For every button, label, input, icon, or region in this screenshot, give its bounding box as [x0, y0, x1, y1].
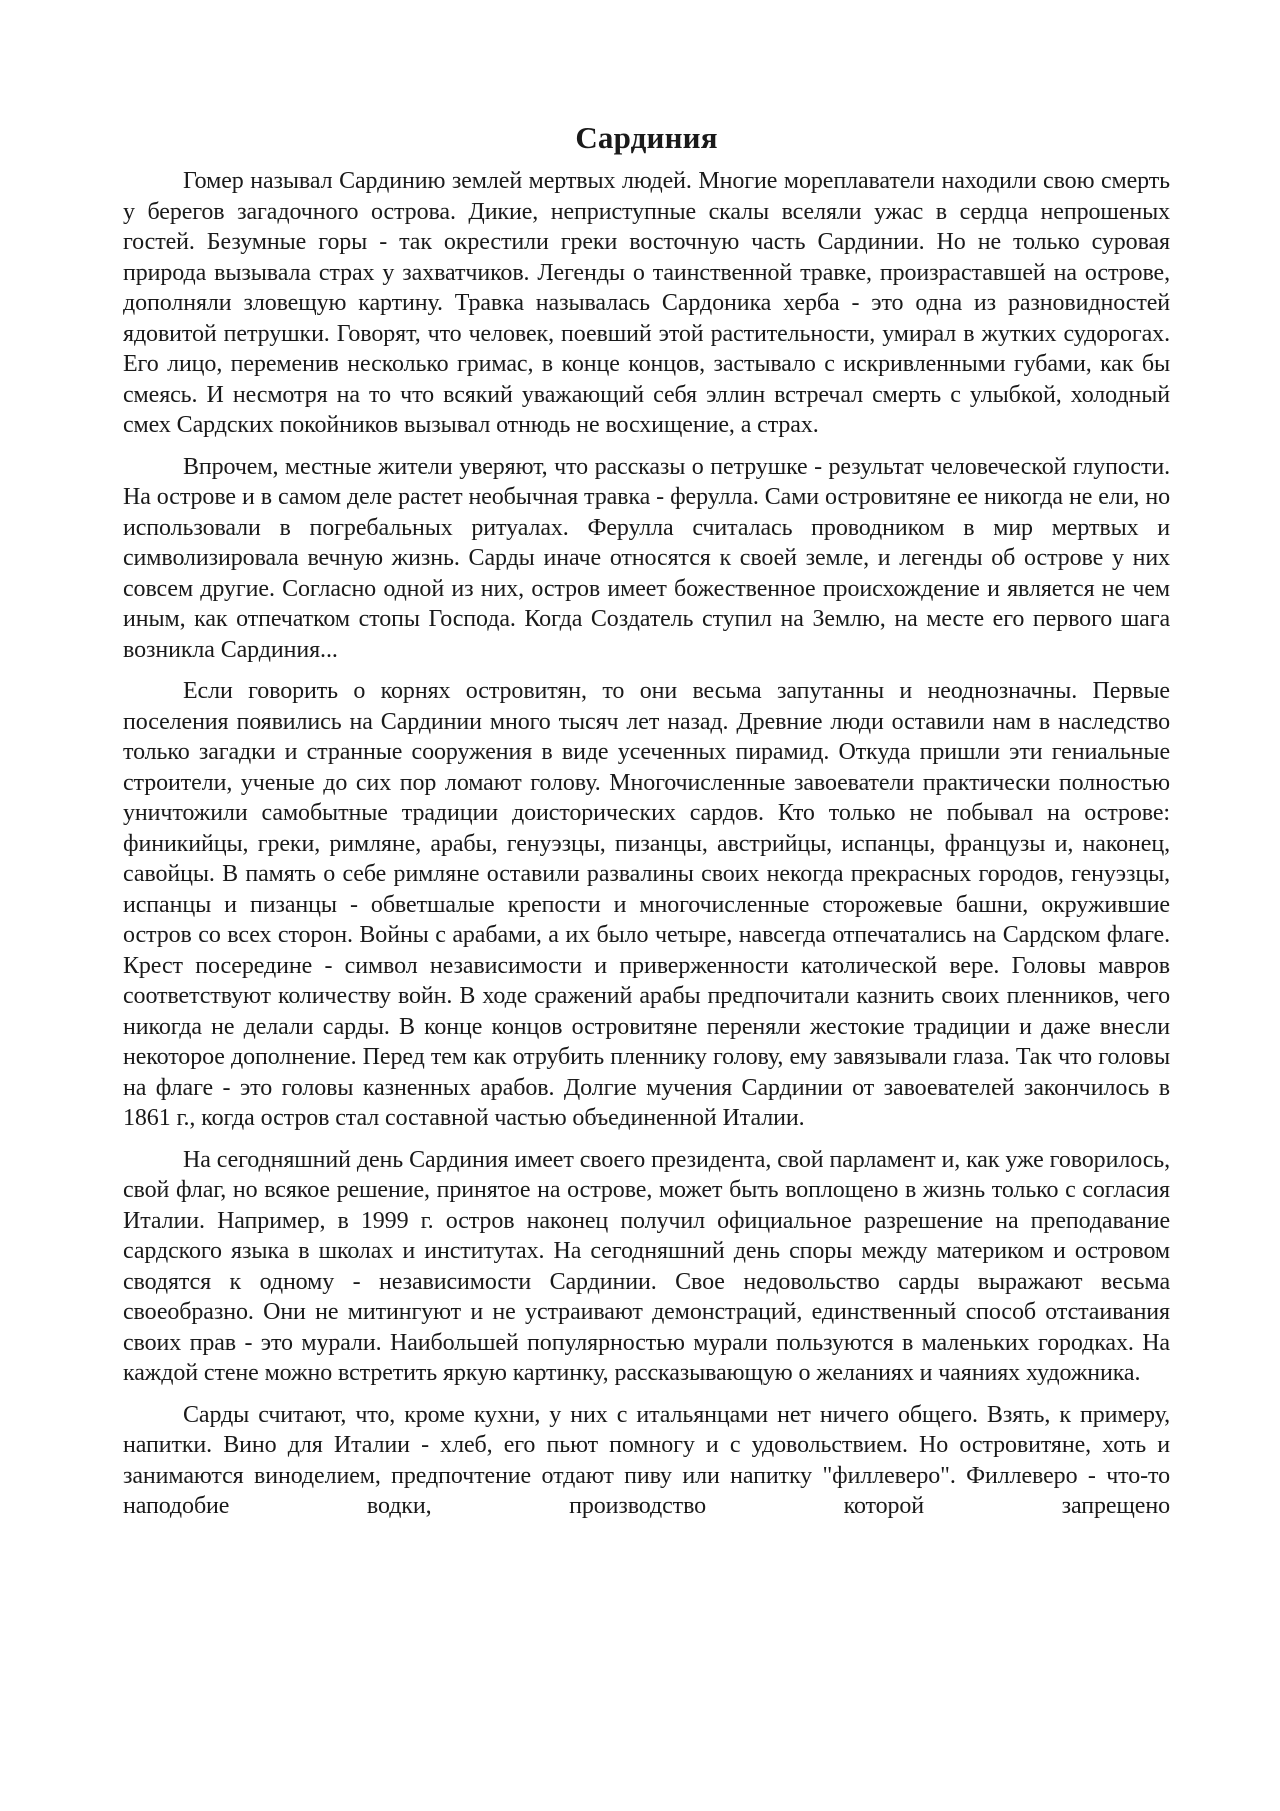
paragraph-2: Впрочем, местные жители уверяют, что рассказы о петрушке - результат человеческой глупости. На острове и в самом деле растет необычная травка - ферулла. Сами островитяне ее никогда не ели, но использовали в погребальных ритуалах. Ферулла считалась проводником в мир мертвых и символизировала вечную жизнь. Сарды иначе относятся к своей земле, и легенды об острове у них совсем другие. Согласно одной из них, остров имеет божественное происхождение и является не чем иным, как отпечатком стопы Господа. Когда Создатель ступил на Землю, на месте его первого шага возникла Сардиния...	[123, 453, 1170, 663]
paragraph-5: Сарды считают, что, кроме кухни, у них с итальянцами нет ничего общего. Взять, к примеру, напитки. Вино для Италии - хлеб, его пьют помногу и с удовольствием. Но островитяне, хоть и занимаются виноделием, предпочтение отдают пиву или напитку "филлеверо". Филлеверо - что-то наподобие водки, производство которой запрещено	[123, 1401, 1170, 1519]
paragraph-3: Если говорить о корнях островитян, то они весьма запутанны и неоднозначны. Первые поселения появились на Сардинии много тысяч лет назад. Древние люди оставили нам в наследство только загадки и странные сооружения в виде усеченных пирамид. Откуда пришли эти гениальные строители, ученые до сих пор ломают голову. Многочисленные завоеватели практически полностью уничтожили самобытные традиции доисторических сардов. Кто только не побывал на острове: финикийцы, греки, римляне, арабы, генуэзцы, пизанцы, австрийцы, испанцы, французы и, наконец, савойцы. В память о себе римляне оставили развалины своих некогда прекрасных городов, генуэзцы, испанцы и пизанцы - обветшалые крепости и многочисленные сторожевые башни, окружившие остров со всех сторон. Войны с арабами, а их было четыре, навсегда отпечатались на Сардском флаге. Крест посередине - символ независимости и приверженности католической вере. Головы мавров соответствуют количеству войн. В ходе сражений арабы предпочитали казнить своих пленников, чего никогда не делали сарды. В конце концов островитяне переняли жестокие традиции и даже внесли некоторое дополнение. Перед тем как отрубить пленнику голову, ему завязывали глаза. Так что головы на флаге - это головы казненных арабов. Долгие мучения Сардинии от завоевателей закончилось в 1861 г., когда остров стал составной частью объединенной Италии.	[123, 678, 1170, 1131]
document-body	[123, 118, 1170, 1522]
document-title: Сардиния	[575, 120, 718, 155]
paragraph-4: На сегодняшний день Сардиния имеет своего президента, свой парламент и, как уже говорилось, свой флаг, но всякое решение, принятое на острове, может быть воплощено в жизнь только с согласия Италии. Например, в 1999 г. остров наконец получил официальное разрешение на преподавание сардского языка в школах и институтах. На сегодняшний день споры между материком и островом сводятся к одному - независимости Сардинии. Свое недовольство сарды выражают весьма своеобразно. Они не митингуют и не устраивают демонстраций, единственный способ отстаивания своих прав - это мурали. Наибольшей популярностью мурали пользуются в маленьких городках. На каждой стене можно встретить яркую картинку, рассказывающую о желаниях и чаяниях художника.	[123, 1146, 1170, 1386]
paragraph-1: Гомер называл Сардинию землей мертвых людей. Многие мореплаватели находили свою смерть у берегов загадочного острова. Дикие, неприступные скалы вселяли ужас в сердца непрошеных гостей. Безумные горы - так окрестили греки восточную часть Сардинии. Но не только суровая природа вызывала страх у захватчиков. Легенды о таинственной травке, произраставшей на острове, дополняли зловещую картину. Травка называлась Сардоника херба - это одна из разновидностей ядовитой петрушки. Говорят, что человек, поевший этой растительности, умирал в жутких судорогах. Его лицо, переменив несколько гримас, в конце концов, застывало с искривленными губами, как бы смеясь. И несмотря на то что всякий уважающий себя эллин встречал смерть с улыбкой, холодный смех Сардских покойников вызывал отнюдь не восхищение, а страх.	[123, 168, 1170, 438]
